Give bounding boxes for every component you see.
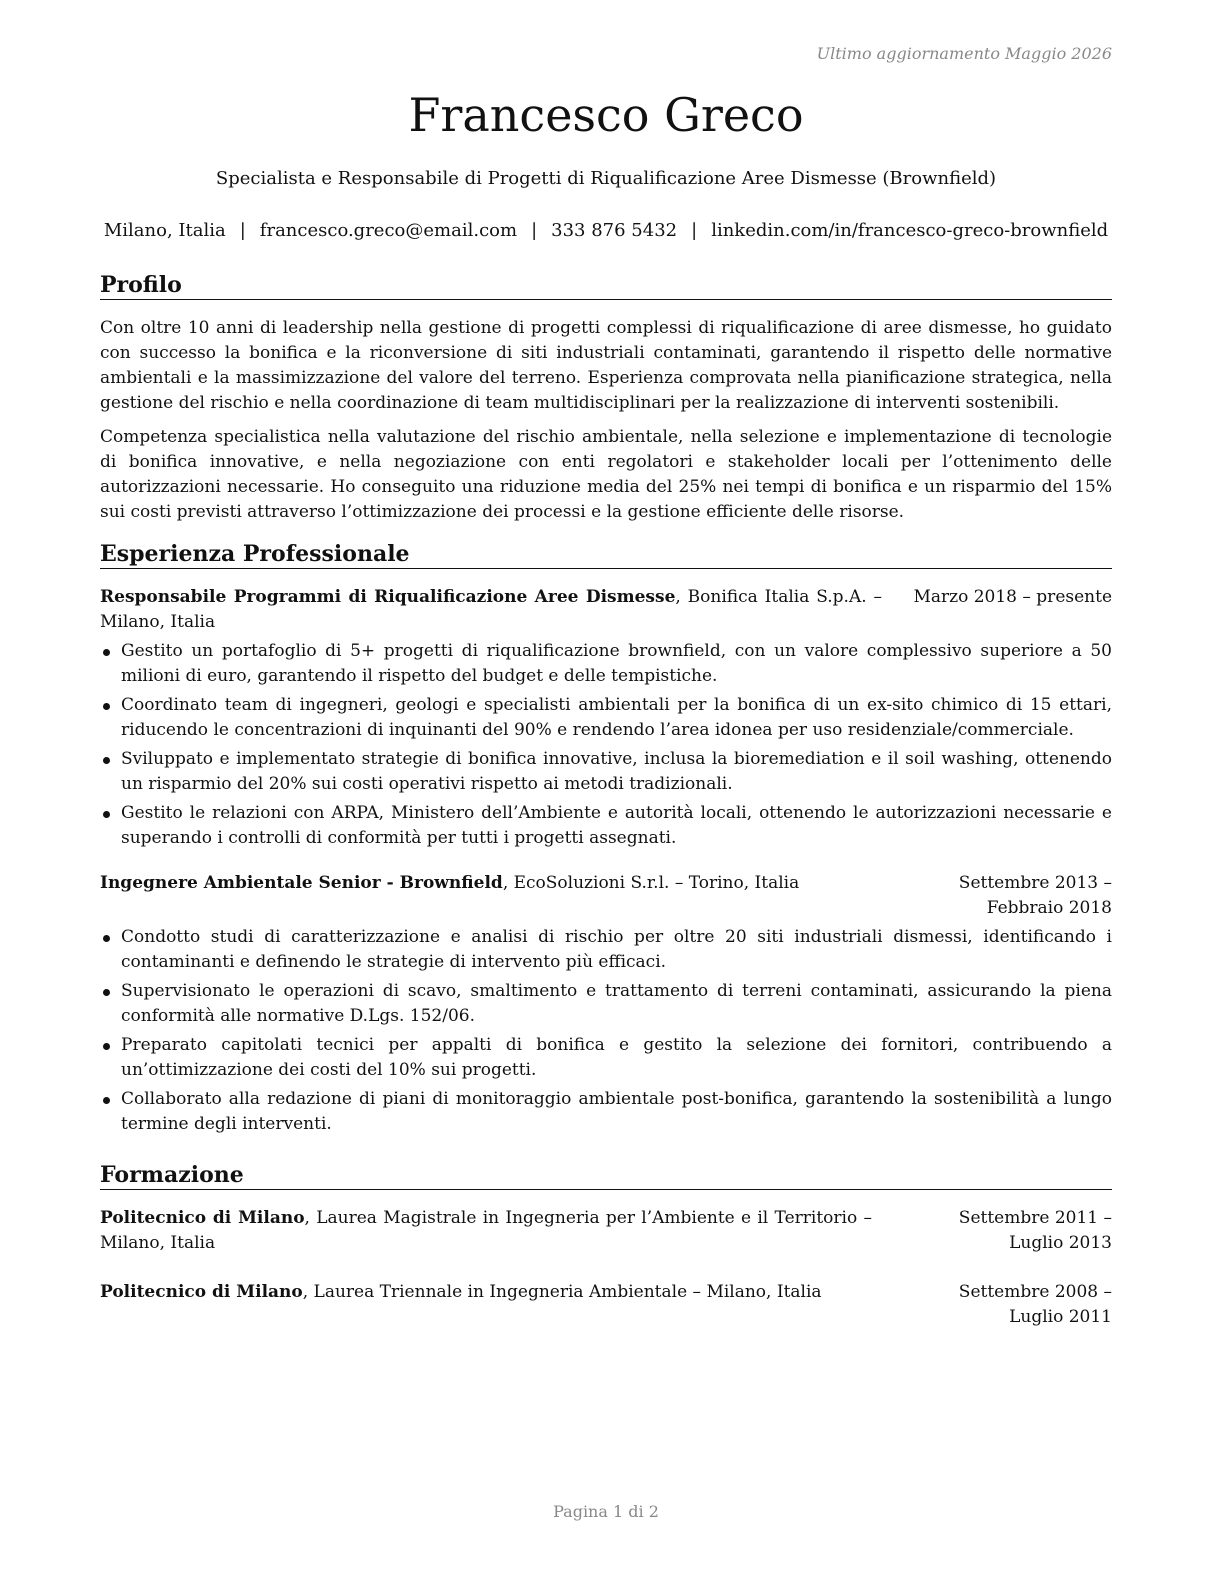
job-bullets xyxy=(100,639,1112,851)
job-header xyxy=(100,871,1112,921)
job-bullets xyxy=(100,925,1112,1137)
list-item xyxy=(100,979,1112,1029)
bullet-icon xyxy=(103,935,110,942)
bullet-icon xyxy=(103,989,110,996)
contact-phone[interactable]: 333 876 5432 xyxy=(551,220,678,241)
bullet-text: Sviluppato e implementato strategie di bonifica innovative, inclusa la bioremediation e il soil washing, ottenendo un risparmio del 20% sui costi operativi rispetto ai metodi tradizionali. xyxy=(121,749,1112,794)
page-number: Pagina 1 di 2 xyxy=(553,1502,659,1521)
contact-separator: | xyxy=(239,220,246,241)
bullet-text: Collaborato alla redazione di piani di monitoraggio ambientale post-bonifica, garantendo la sostenibilità a lungo termine degli interventi. xyxy=(121,1089,1112,1134)
bullet-text: Coordinato team di ingegneri, geologi e specialisti ambientali per la bonifica di un ex-sito chimico di 15 ettari, riducendo le concentrazioni di inquinanti del 90% e rendendo l’area idonea per uso residenziale/commerciale. xyxy=(121,695,1112,740)
list-item xyxy=(100,693,1112,743)
list-item xyxy=(100,925,1112,975)
bullet-text: Condotto studi di caratterizzazione e analisi di rischio per oltre 20 siti industriali dismessi, identificando i contaminanti e definendo le strategie di intervento più efficaci. xyxy=(121,927,1112,972)
job-dates: Settembre 2013 – Febbraio 2018 xyxy=(958,873,1112,918)
education-school: Politecnico di Milano xyxy=(100,1282,303,1302)
job-heading xyxy=(100,585,912,635)
last-updated: Ultimo aggiornamento Maggio 2026 xyxy=(816,44,1112,63)
education-heading xyxy=(100,1206,902,1256)
candidate-tagline: Specialista e Responsabile di Progetti di Riqualificazione Aree Dismesse (Brownfield) xyxy=(215,168,997,189)
job-dates: Marzo 2018 – presente xyxy=(913,587,1112,607)
list-item xyxy=(100,747,1112,797)
contact-separator: | xyxy=(531,220,538,241)
contact-location: Milano, Italia xyxy=(103,220,226,241)
list-item xyxy=(100,801,1112,851)
resume-page xyxy=(100,0,1112,1584)
section-title-profile: Profilo xyxy=(100,272,1112,300)
job-entry xyxy=(100,585,1112,851)
education-degree: , Laurea Triennale in Ingegneria Ambientale – Milano, Italia xyxy=(302,1282,822,1302)
education-entry xyxy=(100,1280,1112,1330)
bullet-icon xyxy=(103,649,110,656)
education-heading xyxy=(100,1280,902,1305)
bullet-text: Preparato capitolati tecnici per appalti di bonifica e gestito la selezione dei fornitori, contribuendo a un’ottimizzazione dei costi del 10% sui progetti. xyxy=(121,1035,1112,1080)
job-entry xyxy=(100,871,1112,1137)
education-school: Politecnico di Milano xyxy=(100,1208,305,1228)
education-section xyxy=(100,1162,1112,1330)
job-heading xyxy=(100,871,877,896)
bullet-icon xyxy=(103,1043,110,1050)
list-item xyxy=(100,1033,1112,1083)
list-item xyxy=(100,639,1112,689)
education-dates: Settembre 2011 – Luglio 2013 xyxy=(958,1208,1112,1253)
bullet-text: Gestito un portafoglio di 5+ progetti di riqualificazione brownfield, con un valore complessivo superiore a 50 milioni di euro, garantendo il rispetto del budget e delle tempistiche. xyxy=(121,641,1112,686)
job-header xyxy=(100,585,1112,635)
profile-paragraph: Competenza specialistica nella valutazione del rischio ambientale, nella selezione e implementazione di tecnologie di bonifica innovative, e nella negoziazione con enti regolatori e stakeholder locali per l’ottenimento delle autorizzazioni necessarie. Ho conseguito una riduzione media del 25% nei tempi di bonifica e un risparmio del 15% sui costi previsti attraverso l’ottimizzazione dei processi e la gestione efficiente delle risorse. xyxy=(100,427,1112,522)
section-title-education: Formazione xyxy=(100,1162,1112,1190)
bullet-text: Supervisionato le operazioni di scavo, smaltimento e trattamento di terreni contaminati, assicurando la piena conformità alle normative D.Lgs. 152/06. xyxy=(121,981,1112,1026)
bullet-icon xyxy=(103,1097,110,1104)
section-title-experience: Esperienza Professionale xyxy=(100,541,1112,569)
job-role: Responsabile Programmi di Riqualificazione Aree Dismesse xyxy=(100,587,676,607)
bullet-icon xyxy=(103,703,110,710)
contact-linkedin[interactable]: linkedin.com/in/francesco-greco-brownfield xyxy=(711,220,1109,241)
bullet-text: Gestito le relazioni con ARPA, Ministero dell’Ambiente e autorità locali, ottenendo le autorizzazioni necessarie e superando i controlli di conformità per tutti i progetti assegnati. xyxy=(121,803,1112,848)
profile-section xyxy=(100,272,1112,525)
bullet-icon xyxy=(103,757,110,764)
education-entry xyxy=(100,1206,1112,1256)
job-company: , Bonifica Italia S.p.A. – Milano, Italia xyxy=(100,587,882,632)
bullet-icon xyxy=(103,811,110,818)
list-item xyxy=(100,1087,1112,1137)
job-company: , EcoSoluzioni S.r.l. – Torino, Italia xyxy=(502,873,800,893)
contact-separator: | xyxy=(691,220,698,241)
education-dates: Settembre 2008 – Luglio 2011 xyxy=(958,1282,1112,1327)
experience-section xyxy=(100,541,1112,1141)
job-role: Ingegnere Ambientale Senior - Brownfield xyxy=(100,873,503,893)
candidate-name: Francesco Greco xyxy=(408,88,804,142)
contact-email[interactable]: francesco.greco@email.com xyxy=(259,220,518,241)
profile-paragraph: Con oltre 10 anni di leadership nella gestione di progetti complessi di riqualificazione di aree dismesse, ho guidato con successo la bonifica e la riconversione di siti industriali contaminati, garantendo il rispetto delle normative ambientali e la massimizzazione del valore del terreno. Esperienza comprovata nella pianificazione strategica, nella gestione del rischio e nella coordinazione di team multidisciplinari per la realizzazione di interventi sostenibili. xyxy=(100,318,1112,413)
contact-line xyxy=(100,220,1112,241)
education-degree: , Laurea Magistrale in Ingegneria per l’Ambiente e il Territorio – Milano, Italia xyxy=(100,1208,872,1253)
